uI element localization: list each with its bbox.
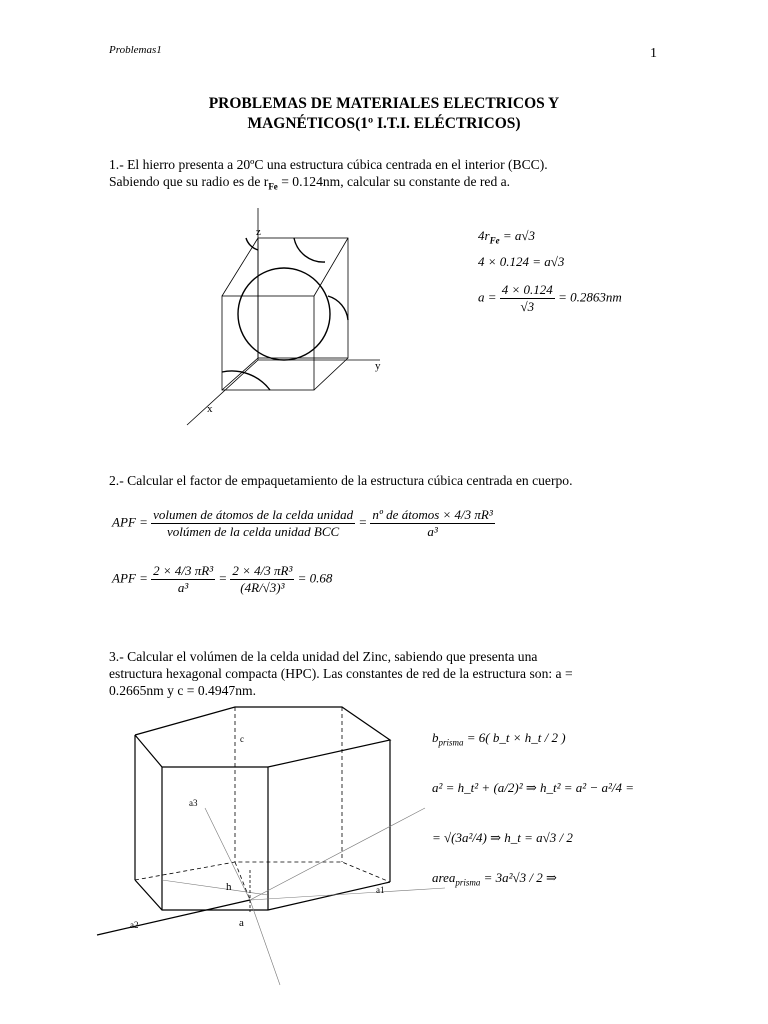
problem3-statement-line1: 3.- Calcular el volúmen de la celda unidad del Zinc, sabiendo que presenta una: [109, 649, 538, 664]
axis-z-label: z: [256, 226, 261, 238]
label-a2: a2: [130, 920, 139, 930]
axis-y-label: y: [375, 360, 381, 372]
axis-x-label: x: [207, 403, 213, 415]
running-header: Problemas1: [109, 44, 162, 56]
label-a: a: [239, 917, 244, 929]
problem1-statement-line1: 1.- El hierro presenta a 20ºC una estructura cúbica centrada en el interior (BCC).: [109, 157, 548, 172]
problem2-statement: 2.- Calcular el factor de empaquetamiento de la estructura cúbica centrada en cuerpo.: [109, 473, 573, 488]
label-a3: a3: [189, 798, 198, 808]
apf-definition-equation: APF = $\frac{\text{volumen de átomos de la celda unidad}}{\text{volúmen de la celda unidad BCC}}$ = $\frac{\text{nº de átomos × 4/3 πR³}}{\text{a³}}$: [112, 507, 493, 539]
document-title-line1: PROBLEMAS DE MATERIALES ELECTRICOS Y: [208, 95, 560, 112]
equation-base-prism: $b_{prisma} = 6$( b_t × h_t / 2 ): [432, 730, 566, 748]
equation-4r-a-root3: $4r_{Fe} = a√3$: [478, 228, 535, 246]
problem3-statement-line3: 0.2665nm y c = 0.4947nm.: [109, 683, 256, 698]
equation-substitution: 4 × 0.124 = a√3: [478, 254, 565, 269]
label-c: c: [240, 734, 244, 744]
label-a1: a1: [376, 885, 385, 895]
equation-height-result: = √(3a²/4) ⇒ h_t = a√3 / 2: [432, 830, 573, 845]
problem3-statement-line2: estructura hexagonal compacta (HPC). Las constantes de red de la estructura son: a =: [109, 666, 573, 681]
document-title-line2: MAGNÉTICOS(1º I.T.I. ELÉCTRICOS): [247, 115, 521, 132]
equation-lattice-constant: a = $\frac{4 \times 0.124}{√3}$ = 0.2863nm: [478, 282, 622, 314]
equation-area-prism: area$_{prisma}$ = 3a²√3 / 2 ⇒: [432, 870, 557, 888]
label-h: h: [226, 881, 232, 893]
problem1-statement-line2: Sabiendo que su radio es de $r_{Fe} = 0.124nm$, calcular su constante de red a.: [109, 174, 511, 192]
page-number: 1: [650, 46, 657, 61]
equation-height-pythagoras: a² = h_t² + (a/2)² ⇒ h_t² = a² − a²/4 =: [432, 780, 634, 795]
apf-calculation-equation: APF = $\frac{\text{2 × 4/3 πR³}}{\text{a³}}$ = $\frac{\text{2 × 4/3 πR³}}{\text{(4R/√3)³}}$ = 0.68: [112, 563, 333, 595]
